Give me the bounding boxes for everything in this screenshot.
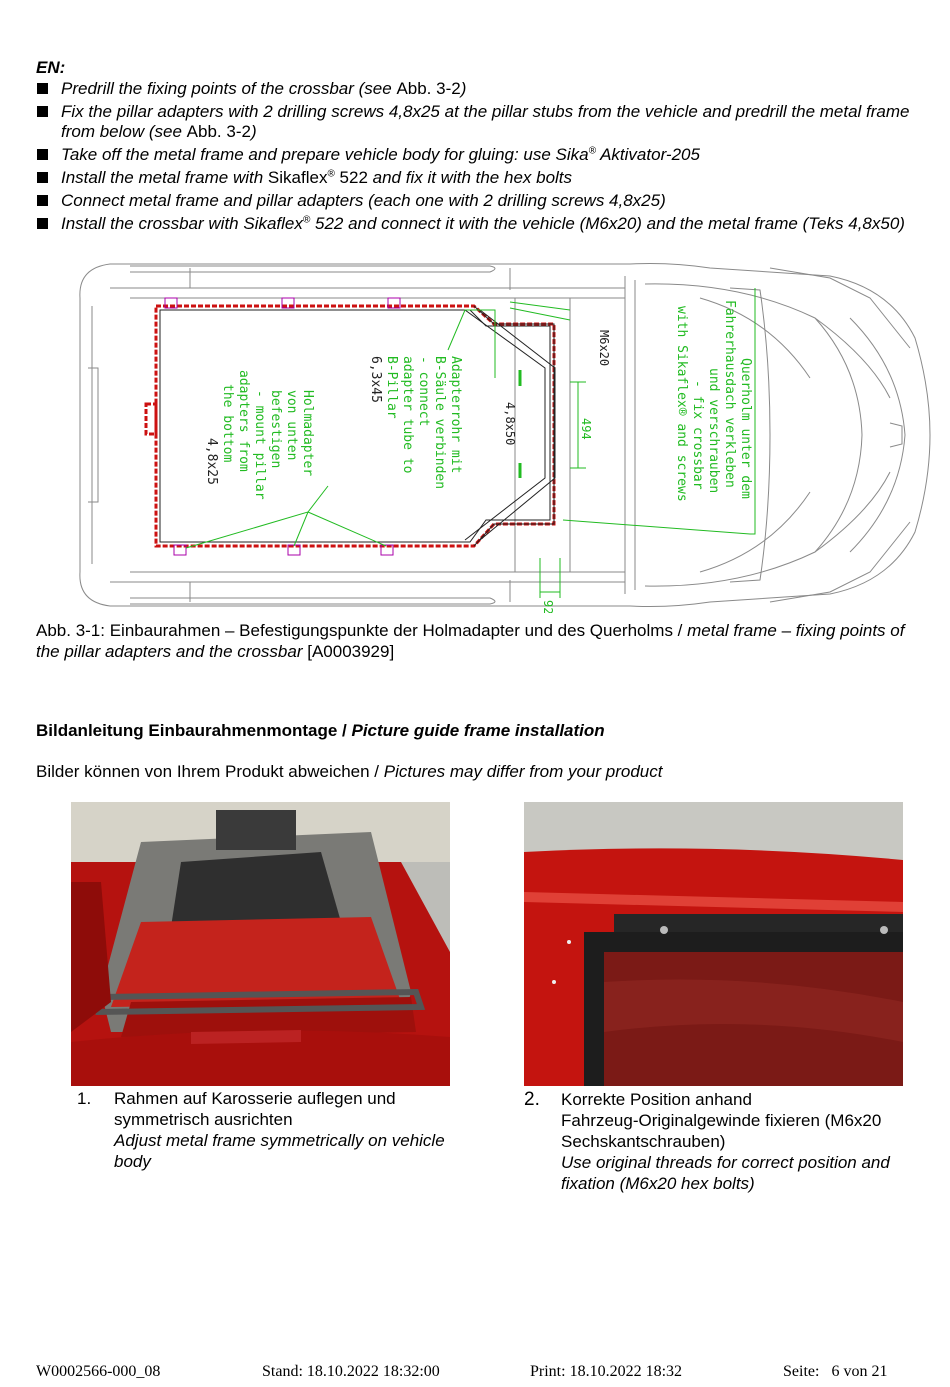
note-querholm-line: und verschrauben bbox=[706, 368, 721, 494]
step-text-de: Korrekte Position anhand bbox=[561, 1090, 752, 1109]
photo-frame-position bbox=[524, 802, 903, 1086]
note-holmadapter-line: adapters from bbox=[236, 370, 251, 472]
step-text-de: Rahmen auf Karosserie auflegen und bbox=[114, 1089, 396, 1108]
instruction-item: Install the metal frame with Sikaflex® 522 and fix it with the hex bolts bbox=[36, 168, 916, 188]
instruction-item: Take off the metal frame and prepare vehicle body for gluing: use Sika® Aktivator-205 bbox=[36, 145, 916, 165]
bullet-square-icon bbox=[37, 83, 48, 94]
figure-caption: Abb. 3-1: Einbaurahmen – Befestigungspunkte der Holmadapter und des Querholms / metal frame – fixing points of the pillar adapters and the crossbar [A0003929] bbox=[36, 621, 905, 661]
label-4-8x50: 4,8x50 bbox=[503, 402, 517, 446]
instruction-item: Install the crossbar with Sikaflex® 522 and connect it with the vehicle (M6x20) and the metal frame (Teks 4,8x50) bbox=[36, 214, 916, 234]
section-note: Bilder können von Ihrem Produkt abweichen / Pictures may differ from your product bbox=[36, 762, 663, 781]
footer-doc-number: W0002566-000_08 bbox=[36, 1363, 161, 1380]
instruction-item: Predrill the fixing points of the crossbar (see Abb. 3-2) bbox=[36, 79, 916, 99]
instructions-heading: EN: bbox=[36, 58, 66, 77]
bullet-square-icon bbox=[37, 106, 48, 117]
note-querholm-line: Querholm unter dem bbox=[738, 358, 753, 499]
bullet-square-icon bbox=[37, 195, 48, 206]
vehicle-roof-drawing bbox=[70, 258, 936, 613]
step-1 bbox=[77, 1088, 477, 1172]
bullet-square-icon bbox=[37, 218, 48, 229]
step-text-de: symmetrisch ausrichten bbox=[114, 1110, 293, 1129]
step-text-en: body bbox=[114, 1152, 151, 1171]
step-text-en: Adjust metal frame symmetrically on vehicle bbox=[114, 1131, 445, 1150]
label-92: 92 bbox=[541, 600, 555, 613]
instruction-list bbox=[36, 79, 916, 237]
label-m6x20: M6x20 bbox=[597, 330, 611, 367]
footer-page: Seite: 6 von 21 bbox=[783, 1363, 888, 1380]
note-adapterrohr-line: 6,3x45 bbox=[368, 356, 383, 403]
section-title: Bildanleitung Einbaurahmenmontage / Picture guide frame installation bbox=[36, 721, 605, 740]
step-text-en: fixation (M6x20 hex bolts) bbox=[561, 1174, 755, 1193]
note-holmadapter-line: befestigen bbox=[268, 390, 283, 469]
note-adapterrohr-line: adapter tube to bbox=[400, 356, 415, 474]
footer-stand-date: Stand: 18.10.2022 18:32:00 bbox=[262, 1363, 440, 1380]
note-querholm-line: - fix crossbar bbox=[690, 380, 705, 490]
step-number: 2. bbox=[524, 1089, 540, 1110]
note-holmadapter-line: - mount pillar bbox=[252, 390, 267, 500]
note-holmadapter-line: Holmadapter bbox=[300, 390, 315, 477]
note-querholm-line: with Sikaflex® and screws bbox=[674, 306, 689, 502]
note-adapterrohr-line: B-Pillar bbox=[384, 356, 399, 419]
step-text-de: Fahrzeug-Originalgewinde fixieren (M6x20 bbox=[561, 1111, 882, 1130]
step-2 bbox=[524, 1089, 934, 1194]
bullet-square-icon bbox=[37, 149, 48, 160]
note-adapterrohr-line: - connect bbox=[416, 356, 431, 427]
step-text-en: Use original threads for correct position and bbox=[561, 1153, 890, 1172]
label-494: 494 bbox=[579, 418, 593, 440]
note-holmadapter-line: the bottom bbox=[220, 384, 235, 463]
note-adapterrohr-line: B-Säule verbinden bbox=[432, 356, 447, 490]
step-number: 1. bbox=[77, 1089, 92, 1108]
step-text-de: Sechskantschrauben) bbox=[561, 1132, 726, 1151]
note-adapterrohr-line: Adapterrohr mit bbox=[448, 356, 463, 474]
instruction-item: Connect metal frame and pillar adapters (each one with 2 drilling screws 4,8x25) bbox=[36, 191, 916, 211]
note-holmadapter-line: 4,8x25 bbox=[204, 438, 219, 485]
bullet-square-icon bbox=[37, 172, 48, 183]
note-holmadapter-line: von unten bbox=[284, 390, 299, 461]
photo-frame-on-body bbox=[71, 802, 450, 1086]
footer-print-date: Print: 18.10.2022 18:32 bbox=[530, 1363, 683, 1380]
note-querholm-line: Fahrerhausdach verkleben bbox=[722, 300, 737, 488]
instruction-item: Fix the pillar adapters with 2 drilling screws 4,8x25 at the pillar stubs from the vehicle and predrill the metal frame from below (see Abb. 3-2) bbox=[36, 102, 916, 142]
